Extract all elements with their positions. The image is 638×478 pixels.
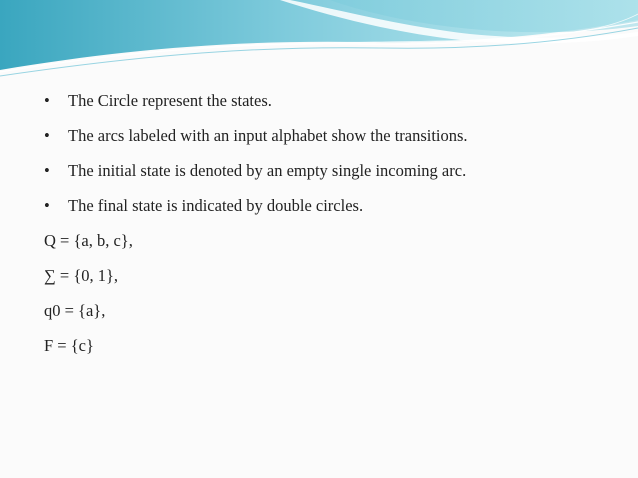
bullet-text: The final state is indicated by double circles. <box>68 196 364 215</box>
set-definitions <box>44 226 133 366</box>
bullet-item-final-state <box>44 191 624 226</box>
bullet-marker: • <box>44 126 50 145</box>
definition-final-states: F = {c} <box>44 336 94 355</box>
definition-states-set: Q = {a, b, c}, <box>44 231 133 250</box>
definition-alphabet-set: ∑ = {0, 1}, <box>44 266 119 285</box>
bullet-text: The arcs labeled with an input alphabet show the transitions. <box>68 126 468 145</box>
bullet-item-transitions <box>44 121 624 156</box>
bullet-item-states <box>44 86 624 121</box>
bullet-text: The initial state is denoted by an empty single incoming arc. <box>68 161 467 180</box>
bullet-marker: • <box>44 161 50 180</box>
bullet-list <box>44 86 624 226</box>
definition-initial-state: q0 = {a}, <box>44 301 106 320</box>
bullet-item-initial-state <box>44 156 624 191</box>
bullet-text: The Circle represent the states. <box>68 91 272 110</box>
bullet-marker: • <box>44 196 50 215</box>
bullet-marker: • <box>44 91 50 110</box>
